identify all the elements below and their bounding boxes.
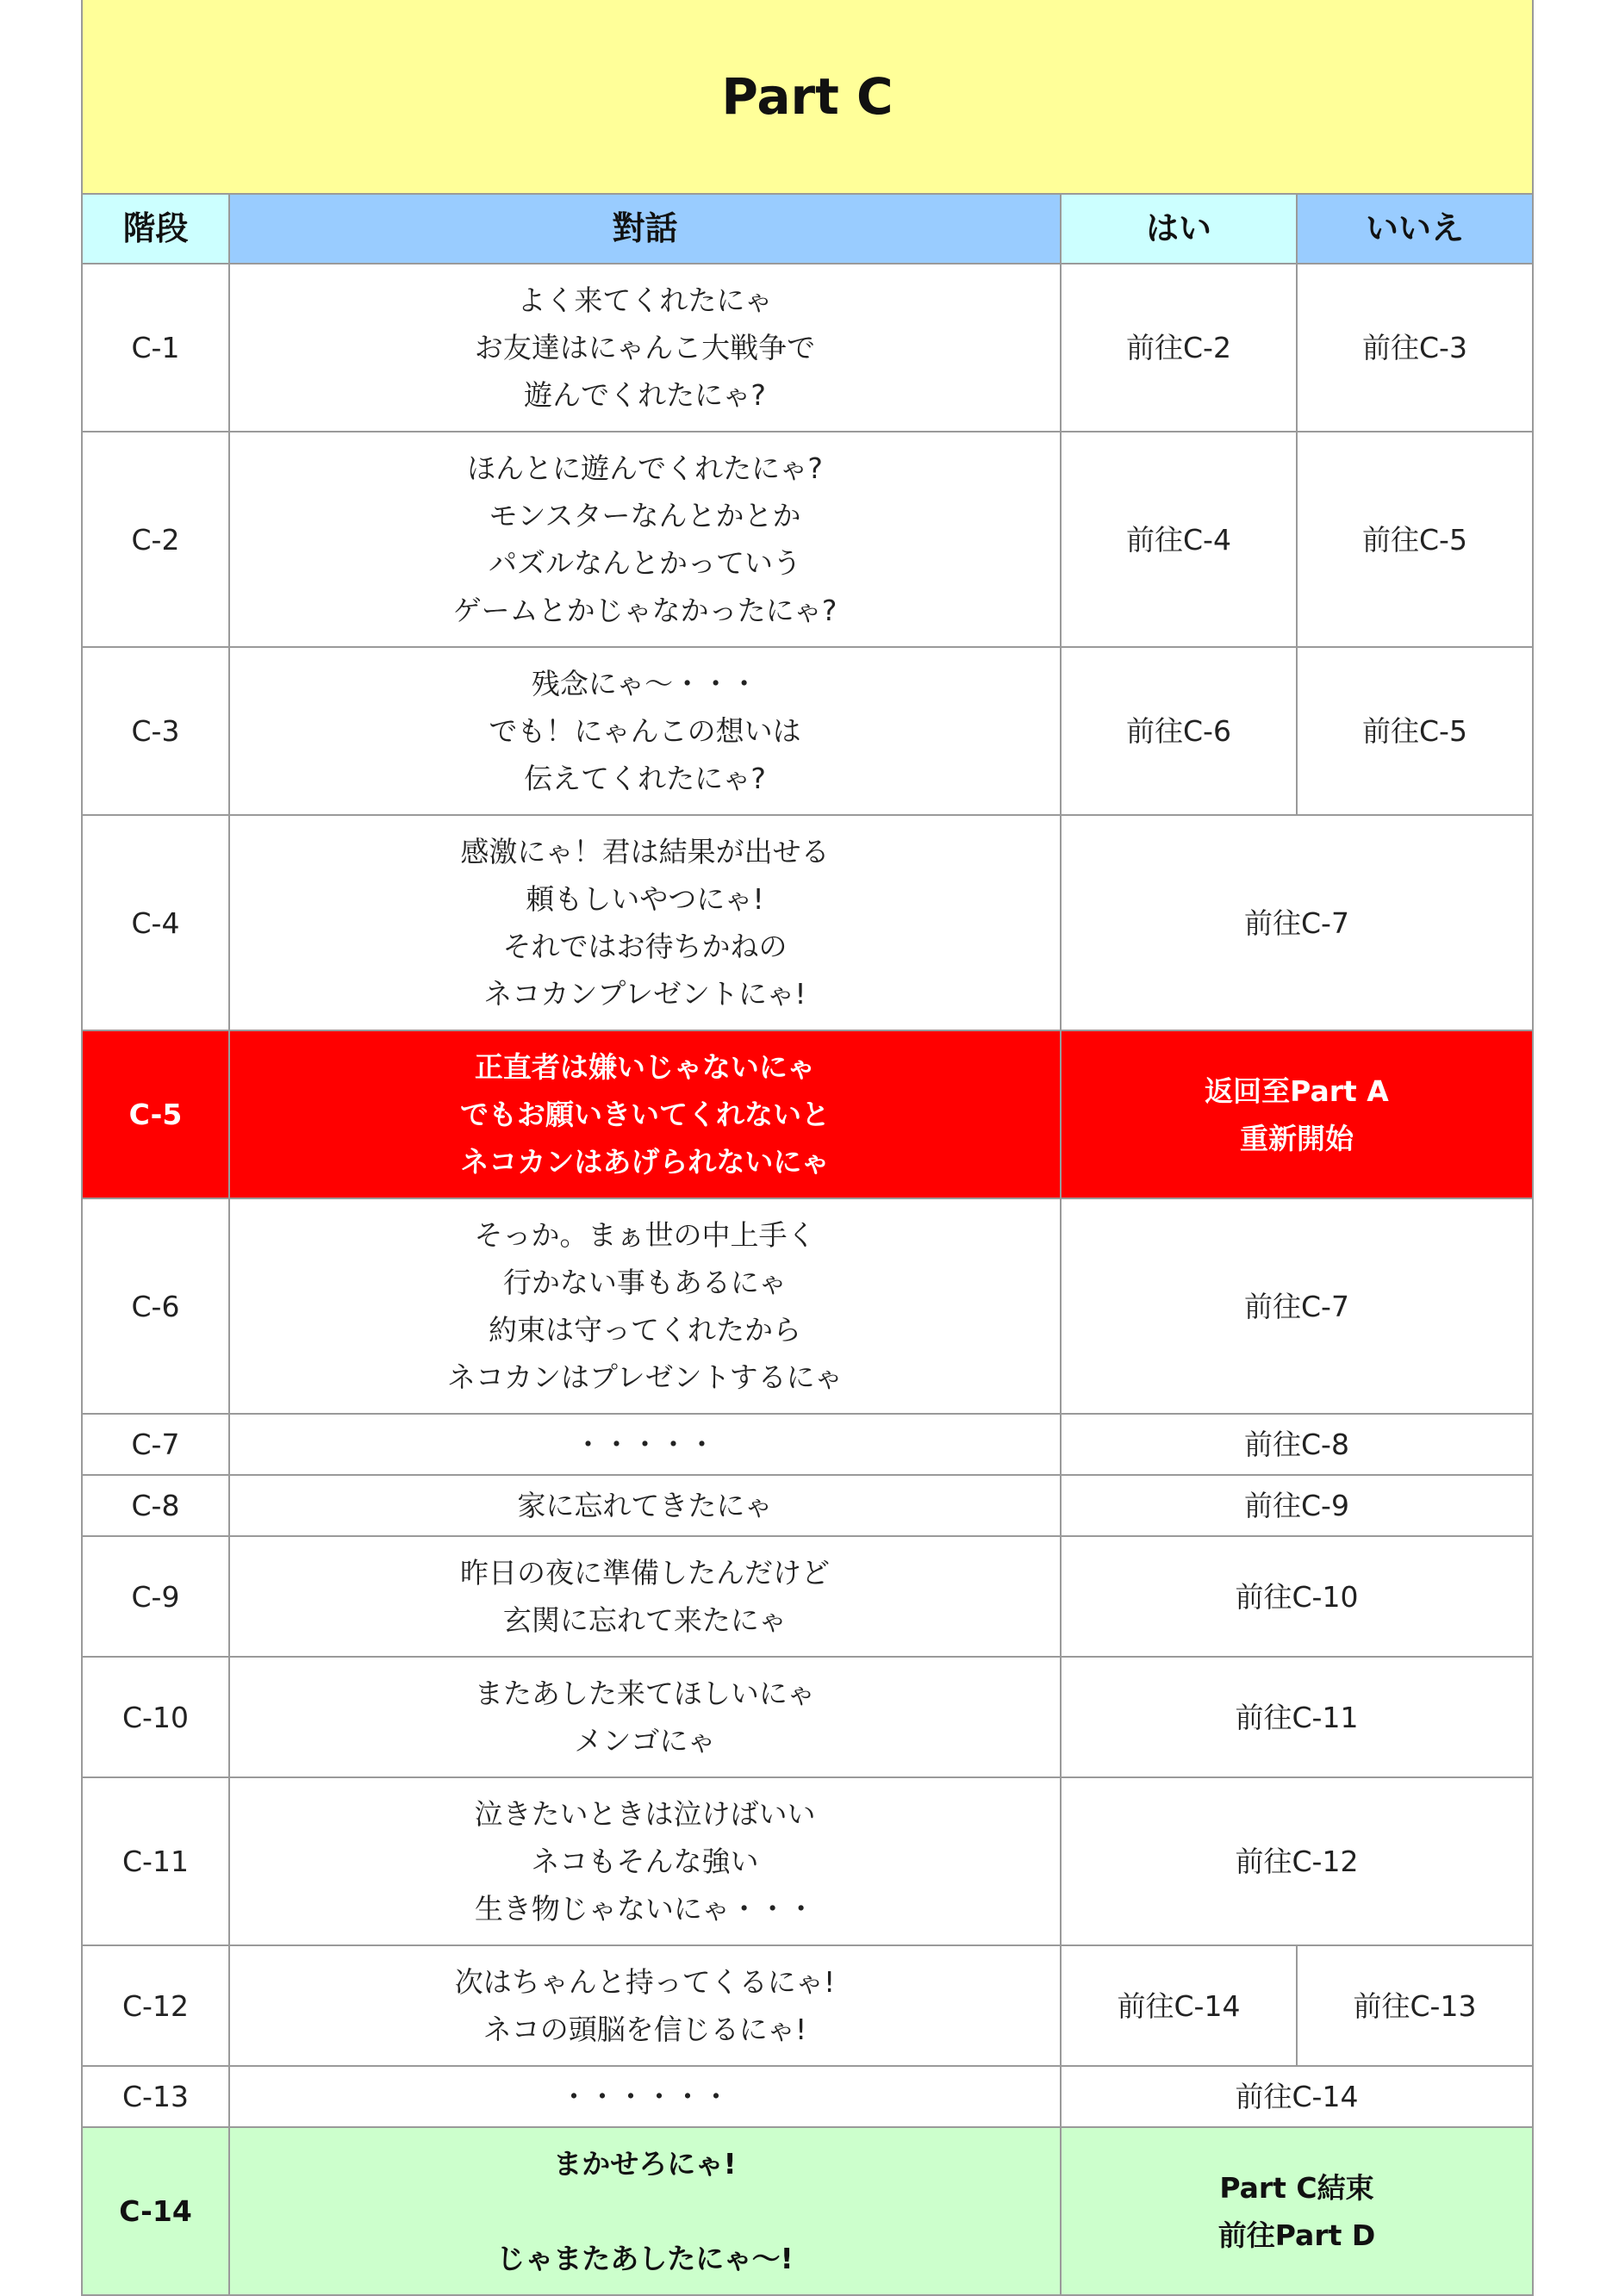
dialogue-line: 感激にゃ！君は結果が出せる xyxy=(460,835,830,868)
table-row xyxy=(82,432,1533,647)
table-row xyxy=(82,647,1533,815)
table-row xyxy=(82,815,1533,1030)
table-row xyxy=(82,264,1533,432)
dialogue-cell xyxy=(229,647,1061,815)
step-cell: C-12 xyxy=(82,1945,229,2066)
dialogue-line: 次はちゃんと持ってくるにゃ! xyxy=(454,1965,836,1999)
next-step-cell: 前往C-7 xyxy=(1061,1198,1533,1414)
dialogue-line: 遊んでくれたにゃ? xyxy=(524,378,766,412)
step-cell: C-13 xyxy=(82,2066,229,2127)
dialogue-cell xyxy=(229,1475,1061,1536)
dialogue-cell xyxy=(229,815,1061,1030)
dialogue-line: それではお待ちかねの xyxy=(502,930,788,963)
dialogue-line: 正直者は嫌いじゃないにゃ xyxy=(474,1050,816,1084)
step-cell: C-8 xyxy=(82,1475,229,1536)
dialogue-cell xyxy=(229,1777,1061,1945)
dialogue-line: 玄関に忘れて来たにゃ xyxy=(502,1603,788,1637)
dialogue-cell xyxy=(229,1536,1061,1657)
dialogue-line: モンスターなんとかとか xyxy=(489,499,801,532)
dialogue-line: 泣きたいときは泣けばいい xyxy=(474,1797,816,1831)
dialogue-line: でも！にゃんこの想いは xyxy=(489,714,801,748)
dialogue-cell xyxy=(229,1945,1061,2066)
step-cell: C-14 xyxy=(82,2127,229,2295)
next-step-cell: 前往C-11 xyxy=(1061,1657,1533,1777)
dialogue-table xyxy=(81,0,1534,2296)
next-step-line: 返回至Part A xyxy=(1205,1073,1389,1108)
yes-cell: 前往C-14 xyxy=(1061,1945,1297,2066)
dialogue-line: 伝えてくれたにゃ? xyxy=(524,762,766,795)
dialogue-line: そっか。まぁ世の中上手く xyxy=(474,1218,816,1252)
dialogue-cell xyxy=(229,2127,1061,2295)
dialogue-line: 生き物じゃないにゃ・・・ xyxy=(474,1892,816,1926)
next-step-cell: 前往C-9 xyxy=(1061,1475,1533,1536)
table-row xyxy=(82,2066,1533,2127)
dialogue-line: またあした来てほしいにゃ xyxy=(474,1677,816,1710)
dialogue-line: ・・・・・・ xyxy=(559,2080,731,2113)
blank-line xyxy=(230,2187,1060,2235)
dialogue-line: 約束は守ってくれたから xyxy=(489,1313,801,1347)
dialogue-cell xyxy=(229,1414,1061,1475)
next-step-cell: 前往C-8 xyxy=(1061,1414,1533,1475)
step-cell: C-3 xyxy=(82,647,229,815)
table-row xyxy=(82,1414,1533,1475)
header-dialogue: 對話 xyxy=(229,194,1061,264)
dialogue-line: メンゴにゃ xyxy=(574,1724,716,1758)
yes-cell: 前往C-2 xyxy=(1061,264,1297,432)
table-row xyxy=(82,1536,1533,1657)
table-row xyxy=(82,1198,1533,1414)
dialogue-cell xyxy=(229,2066,1061,2127)
dialogue-line: ゲームとかじゃなかったにゃ? xyxy=(452,594,838,627)
dialogue-cell xyxy=(229,264,1061,432)
dialogue-line: ネコカンはプレゼントするにゃ xyxy=(446,1360,844,1394)
step-cell: C-4 xyxy=(82,815,229,1030)
header-yes: はい xyxy=(1061,194,1297,264)
no-cell: 前往C-13 xyxy=(1297,1945,1533,2066)
step-cell: C-6 xyxy=(82,1198,229,1414)
dialogue-line: 頼もしいやつにゃ! xyxy=(526,882,764,916)
dialogue-line: お友達はにゃんこ大戦争で xyxy=(474,331,816,364)
header-no: いいえ xyxy=(1297,194,1533,264)
no-cell: 前往C-5 xyxy=(1297,647,1533,815)
table-body xyxy=(82,264,1533,2295)
dialogue-line: ネコカンはあげられないにゃ xyxy=(460,1145,830,1179)
dialogue-line: 家に忘れてきたにゃ xyxy=(517,1489,773,1522)
table-row xyxy=(82,1475,1533,1536)
step-cell: C-11 xyxy=(82,1777,229,1945)
next-step-cell: 前往C-7 xyxy=(1061,815,1533,1030)
table-row xyxy=(82,1657,1533,1777)
table-row xyxy=(82,1030,1533,1198)
step-cell: C-5 xyxy=(82,1030,229,1198)
step-cell: C-9 xyxy=(82,1536,229,1657)
dialogue-line: じゃまたあしたにゃ～! xyxy=(496,2242,794,2275)
dialogue-cell xyxy=(229,1198,1061,1414)
table-row xyxy=(82,1777,1533,1945)
next-step-cell: 前往C-10 xyxy=(1061,1536,1533,1657)
step-cell: C-1 xyxy=(82,264,229,432)
no-cell: 前往C-5 xyxy=(1297,432,1533,647)
document-page xyxy=(81,0,1532,2296)
dialogue-line: ネコの頭脳を信じるにゃ! xyxy=(483,2013,807,2046)
dialogue-line: でもお願いきいてくれないと xyxy=(460,1098,830,1131)
table-row xyxy=(82,1945,1533,2066)
next-step-line: 重新開始 xyxy=(1240,1121,1354,1155)
dialogue-line: 残念にゃ～・・・ xyxy=(531,667,759,700)
step-cell: C-2 xyxy=(82,432,229,647)
next-step-cell: 前往C-12 xyxy=(1061,1777,1533,1945)
next-step-cell xyxy=(1061,2127,1533,2295)
step-cell: C-10 xyxy=(82,1657,229,1777)
dialogue-line: まかせろにゃ! xyxy=(553,2147,737,2181)
table-title: Part C xyxy=(82,0,1533,194)
dialogue-line: よく来てくれたにゃ xyxy=(517,283,773,317)
step-cell: C-7 xyxy=(82,1414,229,1475)
dialogue-line: ネコもそんな強い xyxy=(531,1845,759,1878)
yes-cell: 前往C-6 xyxy=(1061,647,1297,815)
next-step-cell: 前往C-14 xyxy=(1061,2066,1533,2127)
dialogue-cell xyxy=(229,1030,1061,1198)
yes-cell: 前往C-4 xyxy=(1061,432,1297,647)
dialogue-cell xyxy=(229,1657,1061,1777)
no-cell: 前往C-3 xyxy=(1297,264,1533,432)
next-step-line: Part C結束 xyxy=(1219,2170,1374,2205)
table-row xyxy=(82,2127,1533,2295)
dialogue-line: パズルなんとかっていう xyxy=(489,546,801,580)
dialogue-cell xyxy=(229,432,1061,647)
dialogue-line: ほんとに遊んでくれたにゃ? xyxy=(467,451,823,485)
header-step: 階段 xyxy=(82,194,229,264)
dialogue-line: 行かない事もあるにゃ xyxy=(502,1266,788,1299)
dialogue-line: ネコカンプレゼントにゃ! xyxy=(483,977,806,1011)
dialogue-line: 昨日の夜に準備したんだけど xyxy=(460,1556,830,1590)
next-step-line: 前往Part D xyxy=(1217,2218,1376,2252)
next-step-cell xyxy=(1061,1030,1533,1198)
dialogue-line: ・・・・・ xyxy=(574,1428,716,1461)
